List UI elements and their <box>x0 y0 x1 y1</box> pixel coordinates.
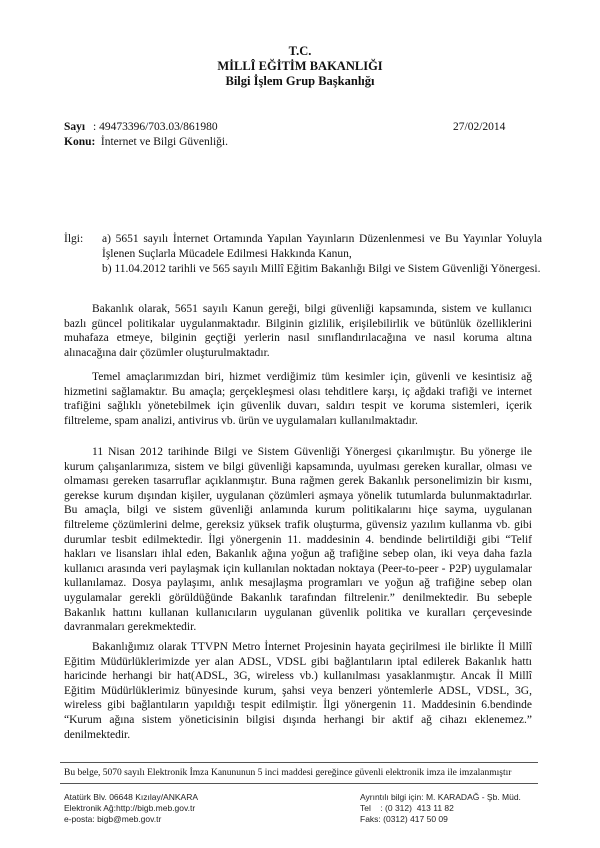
body-paragraph-1: Bakanlık olarak, 5651 sayılı Kanun gereği, bilgi güvenliği kapsamında, sistem ve kullanıcı bazlı güncel politikalar uygulanmaktadır. Bilginin gizlilik, erişilebilirlik ve bütünlük özelliklerini muhafaza etmeye, bilginin geçtiği yerlerin nasıl sınıflandırılacağına ve nasıl koruma altına alınacağına dair çözümler oluşturulmaktadır. <box>64 303 532 359</box>
footer-email-link[interactable]: e-posta: bigb@meb.gov.tr <box>64 814 162 824</box>
footer-phone: Tel : (0 312) 413 11 82 <box>360 803 454 813</box>
header-tc: T.C. <box>288 44 312 58</box>
body-paragraph-4: Bakanlığımız olarak TTVPN Metro İnternet Projesinin hayata geçirilmesi ile birlikte İl Millî Eğitim Müdürlüklerimizde yer alan ADSL, VDSL gibi bağlantıların iptal edilerek Bakanlık hattı haricinde herhangi bir hat(ADSL, 3G, wireless vb.) kullanılması yasaklanmıştır. Ancak İl Millî Eğitim Müdürlüklerimiz bünyesinde kurum, şahsi veya benzeri yöntemlerle ADSL, VDSL, 3G, wireless gibi bağlantıların yapıldığı tespit edilmiştir. İlgi yönergenin 11. Maddesinin 6.bendinde “Kurum ağına sistem yöneticisinin bilgisi dışında herhangi bir aktif ağ cihazı eklenemez.” denilmektedir. <box>64 641 532 741</box>
footer-fax: Faks: (0312) 417 50 09 <box>360 814 448 824</box>
body-paragraph-3: 11 Nisan 2012 tarihinde Bilgi ve Sistem Güvenliği Yönergesi çıkarılmıştır. Bu yönerge ile kurum çalışanlarımıza, sistem ve bilgi güvenliği kapsamında, uyulması gereken kurallar, olması ve olmaması gereken tasarruflar açıklanmıştır. Buna rağmen gerek Bakanlık personelimizin bir kısmı, gerekse kurum dışından kişiler, uygulanan çözümleri aşmaya yönelik tutumlarda bulunmaktadırlar. Bu amaçla, bilgi ve sistem güvenliği anlamında kurum politikalarını hiçe sayma, uygulanan filtreleme çözümlerini delme, gereksiz yüksek trafik oluşturma, güvensiz yazılım kullanma vb. gibi durumlar tesbit edilmektedir. İlgi yönergenin 11. maddesinin 4. bendinde belirtildiği gibi “Telif hakları ve lisansları ihlal eden, Bakanlık ağına yoğun ağ trafiğine sebep olan, iki veya daha fazla kullanıcı arasında veri paylaşmak için kullanılan noktadan noktaya (Peer-to-peer - P2P) uygulamalar kullanılamaz. Dosya paylaşımı, anlık mesajlaşma programları ve yoğun ağ trafiğine sebep olan uygulamalar gerekli görüldüğünde Bakanlık tarafından filtrelenir.” denilmektedir. Bu sebeple Bakanlık hattını kullanan kullanıcıların uygulanan güvenlik politika ve kuralları çerçevesinde davranmaları gerekmektedir. <box>64 446 532 634</box>
footer-address: Atatürk Blv. 06648 Kızılay/ANKARA <box>64 792 199 802</box>
body-paragraph-2: Temel amaçlarımızdan biri, hizmet verdiğimiz tüm kesimler için, güvenli ve kesintisiz ağ hizmetini sağlamaktır. Bu amaçla; gerçekleşmesi olası tehditlere karşı, iç ağdaki trafiği ve internet trafiğini sağlıklı yönetebilmek için güvenlik duvarı, saldırı tespit ve koruma sistemleri, içerik filtreleme, spam analizi, antivirus vb. ürün ve uygulamaları kullanılmaktadır. <box>64 371 532 427</box>
footer-divider-bottom <box>60 783 538 784</box>
konu-value: İnternet ve Bilgi Güvenliği. <box>98 136 228 148</box>
footer-web-link[interactable]: Elektronik Ağ:http://bigb.meb.gov.tr <box>64 803 196 813</box>
footer-contact: Ayrıntılı bilgi için: M. KARADAĞ - Şb. Müd. <box>360 792 521 802</box>
konu-label: Konu: <box>64 136 96 148</box>
footer-divider-top <box>60 762 538 763</box>
document-date: 27/02/2014 <box>453 121 506 133</box>
sayi-label: Sayı <box>64 121 86 133</box>
ilgi-item-a: a) 5651 sayılı İnternet Ortamında Yapılan Yayınların Düzenlenmesi ve Bu Yayınlar Yoluyla İşlenen Suçlarla Mücadele Edilmesi Hakkında Kanun, <box>102 233 542 260</box>
header-ministry: MİLLÎ EĞİTİM BAKANLIĞI <box>217 59 383 73</box>
esignature-note: Bu belge, 5070 sayılı Elektronik İmza Kanununun 5 inci maddesi gereğince güvenli elektronik imza ile imzalanmıştır <box>64 768 512 778</box>
sayi-value: : 49473396/703.03/861980 <box>93 121 218 133</box>
ilgi-label: İlgi: <box>64 233 84 245</box>
header-department: Bilgi İşlem Grup Başkanlığı <box>225 74 375 88</box>
ilgi-item-b: b) 11.04.2012 tarihli ve 565 sayılı Millî Eğitim Bakanlığı Bilgi ve Sistem Güvenliği Yönergesi. <box>102 263 541 275</box>
